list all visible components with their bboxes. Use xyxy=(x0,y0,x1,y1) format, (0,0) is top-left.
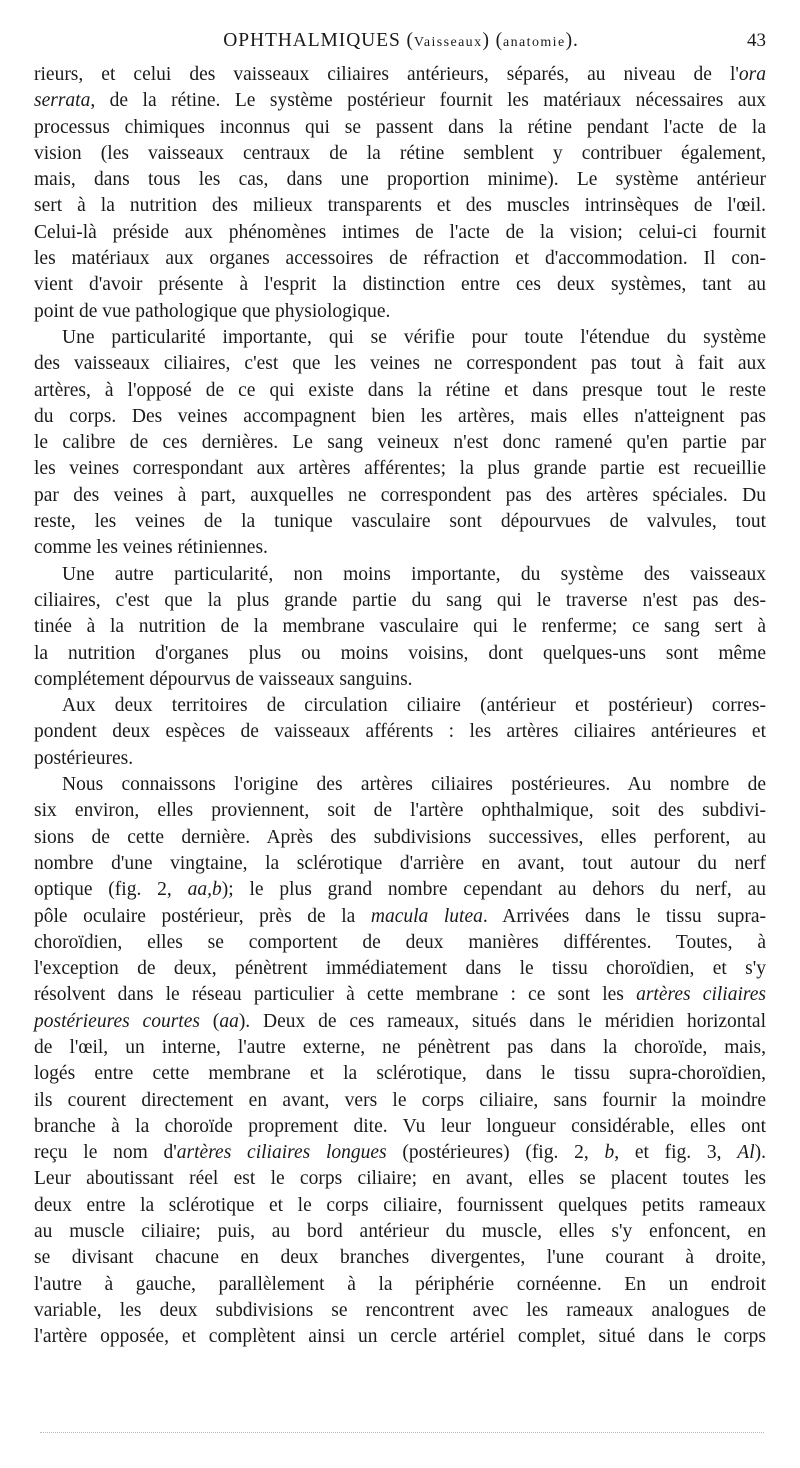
text-line: variable, les deux subdivisions se rencontrent avec les rameaux analogues de xyxy=(34,1299,766,1321)
text-line: vient d'avoir présente à l'esprit la distinction entre ces deux systèmes, tant au xyxy=(34,274,766,296)
text-line: sions de cette dernière. Après des subdivisions successives, elles perforent, au xyxy=(34,826,766,848)
text-line: ciliaires, c'est que la plus grande partie du sang qui le traverse n'est pas des- xyxy=(34,589,766,611)
text-line: le calibre de ces dernières. Le sang veineux n'est donc ramené qu'en partie par xyxy=(34,432,766,454)
text-line: postérieures courtes (aa). Deux de ces rameaux, situés dans le méridien horizontal xyxy=(34,1010,767,1032)
page-number: 43 xyxy=(747,30,766,51)
text-line: l'exception de deux, pénètrent immédiatement dans le tissu choroïdien, et s'y xyxy=(34,958,766,980)
text-line: les matériaux aux organes accessoires de réfraction et d'accommodation. Il con- xyxy=(34,248,766,270)
text-line: l'artère opposée, et complètent ainsi un cercle artériel complet, situé dans le corps xyxy=(34,1326,766,1348)
paragraph-end-line: complétement dépourvus de vaisseaux sanguins. xyxy=(34,668,413,690)
text-line: serrata, de la rétine. Le système postérieur fournit les matériaux nécessaires aux xyxy=(34,90,766,112)
paragraph-start-line: Aux deux territoires de circulation ciliaire (antérieur et postérieur) corres- xyxy=(62,695,766,717)
text-line: Leur aboutissant réel est le corps ciliaire; en avant, elles se placent toutes les xyxy=(34,1168,766,1190)
text-line: se divisant chacune en deux branches divergentes, l'une courant à droite, xyxy=(34,1247,766,1269)
text-line: résolvent dans le réseau particulier à cette membrane : ce sont les artères ciliaires xyxy=(34,984,766,1006)
text-line: nombre d'une vingtaine, la sclérotique d'arrière en avant, tout autour du nerf xyxy=(34,852,766,874)
text-line: artères, à l'opposé de ce qui existe dans la rétine et dans presque tout le reste xyxy=(34,379,766,401)
paragraph-start-line: Une autre particularité, non moins importante, du système des vaisseaux xyxy=(62,563,766,585)
body-text xyxy=(34,62,766,1351)
text-line: branche à la choroïde proprement dite. Vu leur longueur considérable, elles ont xyxy=(34,1115,766,1137)
bottom-dotted-rule xyxy=(40,1432,764,1433)
text-line: Celui-là préside aux phénomènes intimes de l'acte de la vision; celui-ci fournit xyxy=(34,221,766,243)
text-line: du corps. Des veines accompagnent bien les artères, mais elles n'atteignent pas xyxy=(34,405,766,427)
text-line: des vaisseaux ciliaires, c'est que les veines ne correspondent pas tout à fait aux xyxy=(34,353,766,375)
paragraph-start-line: Nous connaissons l'origine des artères ciliaires postérieures. Au nombre de xyxy=(62,774,766,796)
text-line: la nutrition d'organes plus ou moins voisins, dont quelques-uns sont même xyxy=(34,642,766,664)
text-line: reste, les veines de la tunique vasculaire sont dépourvues de valvules, tout xyxy=(34,511,766,533)
text-line: l'autre à gauche, parallèlement à la périphérie cornéenne. En un endroit xyxy=(34,1273,766,1295)
text-line: sert à la nutrition des milieux transparents et des muscles intrinsèques de l'œil. xyxy=(34,195,766,217)
text-line: tinée à la nutrition de la membrane vasculaire qui le renferme; ce sang sert à xyxy=(34,616,766,638)
text-line: rieurs, et celui des vaisseaux ciliaires antérieurs, séparés, au niveau de l'ora xyxy=(34,64,766,85)
text-line: vision (les vaisseaux centraux de la rétine semblent y contribuer également, xyxy=(34,142,766,164)
text-line: six environ, elles proviennent, soit de l'artère ophthalmique, soit des subdivi- xyxy=(34,800,766,822)
text-line: optique (fig. 2, aa,b); le plus grand nombre cependant au dehors du nerf, au xyxy=(34,879,766,901)
text-line: au muscle ciliaire; puis, au bord antérieur du muscle, elles s'y enfoncent, en xyxy=(34,1221,766,1243)
text-line: ils courent directement en avant, vers le corps ciliaire, sans fournir la moindre xyxy=(34,1089,766,1111)
text-line: mais, dans tous les cas, dans une proportion minime). Le système antérieur xyxy=(34,169,766,191)
paragraph-start-line: Une particularité importante, qui se vérifie pour toute l'étendue du système xyxy=(62,326,766,348)
paragraph-end-line: comme les veines rétiniennes. xyxy=(34,537,268,559)
running-title: OPHTHALMIQUES (Vaisseaux) (anatomie). xyxy=(223,30,579,51)
text-line: processus chimiques inconnus qui se passent dans la rétine pendant l'acte de la xyxy=(34,116,766,138)
text-line: choroïdien, elles se comportent de deux manières différentes. Toutes, à xyxy=(34,931,766,953)
text-line: pôle oculaire postérieur, près de la macula lutea. Arrivées dans le tissu supra- xyxy=(34,905,766,927)
running-head xyxy=(36,26,766,56)
paragraph-end-line: postérieures. xyxy=(34,747,134,769)
paragraph-end-line: point de vue pathologique que physiologique. xyxy=(34,300,391,322)
text-line: logés entre cette membrane et la sclérotique, dans le tissu supra-choroïdien, xyxy=(34,1063,766,1085)
text-line: reçu le nom d'artères ciliaires longues (postérieures) (fig. 2, b, et fig. 3, Al). xyxy=(34,1142,767,1164)
text-line: par des veines à part, auxquelles ne correspondent pas des artères spéciales. Du xyxy=(34,484,766,506)
text-line: deux entre la sclérotique et le corps ciliaire, fournissent quelques petits rameaux xyxy=(34,1194,766,1216)
text-line: de l'œil, un interne, l'autre externe, ne pénètrent pas dans la choroïde, mais, xyxy=(34,1036,766,1058)
text-line: pondent deux espèces de vaisseaux afférents : les artères ciliaires antérieures et xyxy=(34,721,766,743)
text-line: les veines correspondant aux artères afférentes; la plus grande partie est recueillie xyxy=(34,458,766,480)
